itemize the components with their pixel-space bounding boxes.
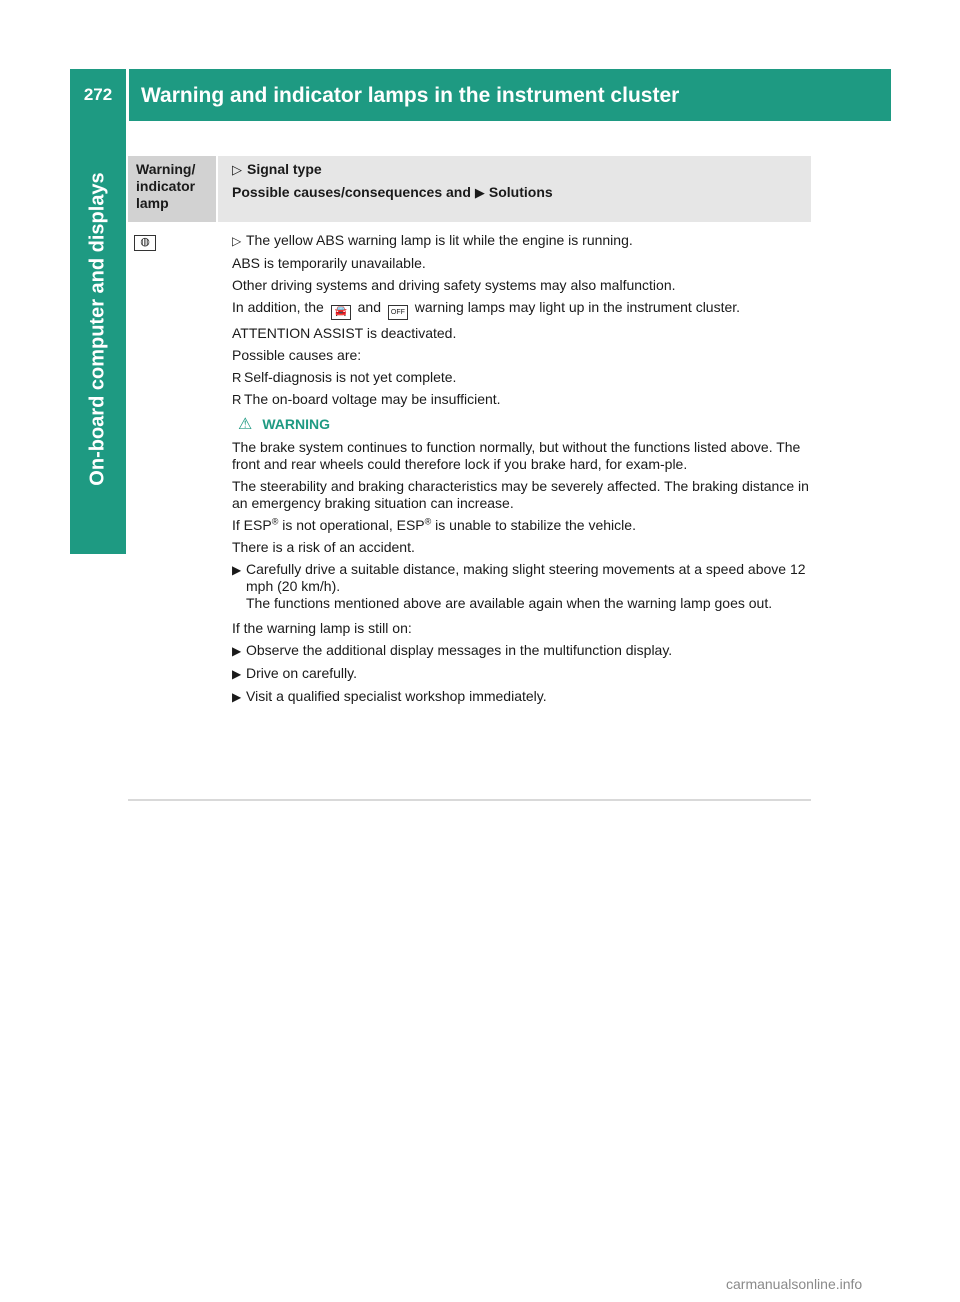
column-header-lamp-line: lamp	[136, 195, 169, 211]
warning-heading	[238, 416, 811, 433]
table-row	[128, 222, 811, 723]
step-item	[232, 642, 811, 660]
step-arrow-icon: ▶	[232, 644, 242, 658]
list-item	[232, 391, 811, 408]
column-header-signal	[218, 156, 811, 222]
paragraph: Other driving systems and driving safety systems may also malfunction.	[232, 277, 676, 293]
lamp-cell	[128, 222, 218, 723]
signal-triangle-icon: ▷	[232, 162, 242, 177]
watermark: carmanualsonline.info	[726, 1276, 863, 1292]
list-item	[232, 369, 811, 386]
step-text: Visit a qualified specialist workshop immediately.	[246, 688, 547, 704]
warning-paragraph: The steerability and braking characteristics may be severely affected. The braking distance in an emergency braking situation can increase.	[232, 478, 809, 511]
esp-off-icon: OFF	[388, 305, 408, 320]
list-item-text: Self-diagnosis is not yet complete.	[244, 369, 457, 385]
warning-triangle-icon: ⚠	[238, 416, 253, 433]
side-tab	[70, 121, 126, 554]
bullet-icon: R	[232, 370, 242, 385]
paragraph: ATTENTION ASSIST is deactivated.	[232, 325, 457, 341]
warning-paragraph: The brake system continues to function normally, but without the functions listed above. The front and rear wheels could therefore lock if you brake hard, for exam-ple.	[232, 439, 801, 472]
text-fragment: and	[357, 299, 381, 315]
warning-paragraph	[232, 517, 811, 534]
text-fragment: warning lamps may light up in the instrument cluster.	[414, 299, 741, 315]
abs-warning-icon: ◍	[134, 235, 156, 251]
signal-description: The yellow ABS warning lamp is lit while the engine is running.	[246, 232, 633, 248]
text-fragment: is unable to stabilize the vehicle.	[431, 517, 636, 533]
solutions-label: Solutions	[488, 184, 553, 200]
text-fragment: If ESP	[232, 517, 272, 533]
step-arrow-icon: ▶	[232, 667, 242, 681]
paragraph: ABS is temporarily unavailable.	[232, 255, 426, 271]
step-arrow-icon: ▶	[232, 563, 242, 577]
page-header	[70, 69, 891, 121]
side-tab-label: On-board computer and displays	[86, 172, 109, 486]
step-text: Observe the additional display messages in the multifunction display.	[246, 642, 673, 658]
signal-type-label: Signal type	[247, 161, 322, 177]
paragraph: Possible causes are:	[232, 347, 362, 363]
warning-lamp-table	[128, 156, 811, 723]
step-text: Drive on carefully.	[246, 665, 358, 681]
step-text: The functions mentioned above are available again when the warning lamp goes out.	[246, 595, 773, 611]
step-text: Carefully drive a suitable distance, making slight steering movements at a speed above 12 mph (20 km/h).	[246, 561, 806, 594]
step-item	[232, 688, 811, 706]
causes-label: Possible causes/consequences and	[232, 184, 471, 200]
solution-arrow-icon: ▶	[474, 185, 485, 200]
registered-mark: ®	[424, 516, 432, 527]
chapter-title: Warning and indicator lamps in the instrument cluster	[141, 84, 680, 107]
esp-icon: 🚘	[331, 305, 351, 320]
step-item	[232, 665, 811, 683]
paragraph	[232, 299, 811, 320]
bullet-icon: R	[232, 392, 242, 407]
text-fragment: In addition, the	[232, 299, 324, 315]
step-arrow-icon: ▶	[232, 690, 242, 704]
column-header-lamp-line: Warning/	[136, 161, 196, 177]
description-cell	[218, 222, 811, 723]
registered-mark: ®	[271, 516, 279, 527]
header-divider	[126, 69, 129, 121]
list-item-text: The on-board voltage may be insufficient.	[244, 391, 501, 407]
column-header-lamp-line: indicator	[136, 178, 196, 194]
table-header	[128, 156, 811, 222]
page-number: 272	[83, 85, 113, 104]
column-header-lamp	[128, 156, 216, 222]
step-item	[232, 561, 811, 612]
paragraph: If the warning lamp is still on:	[232, 620, 412, 636]
warning-label: WARNING	[262, 416, 331, 432]
signal-triangle-icon: ▷	[232, 234, 242, 248]
warning-paragraph: There is a risk of an accident.	[232, 539, 415, 555]
text-fragment: is not operational, ESP	[278, 517, 425, 533]
table-bottom-rule	[128, 799, 811, 801]
